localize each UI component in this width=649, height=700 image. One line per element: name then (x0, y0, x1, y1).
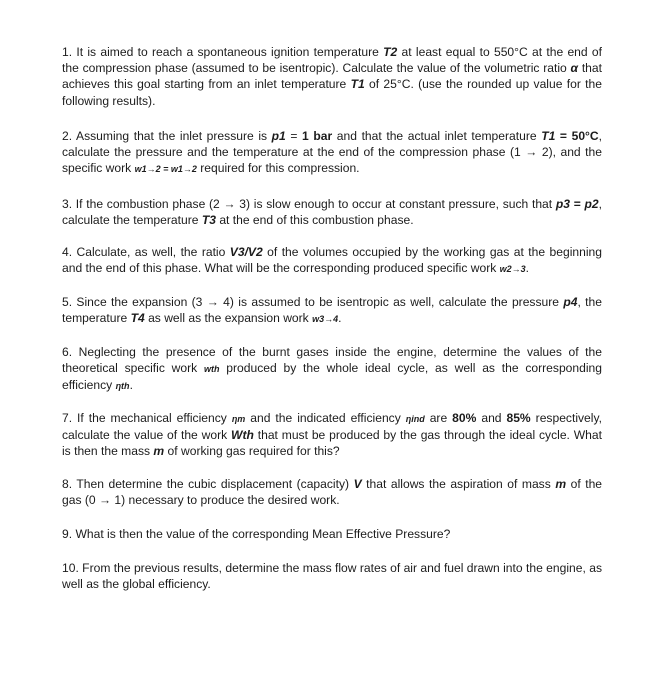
symbol-T1: T1 (541, 129, 556, 143)
symbol-p4: p4 (563, 295, 578, 309)
question-10: 10. From the previous results, determine the mass flow rates of air and fuel drawn into the engine, as well as the global efficiency. (62, 561, 602, 592)
symbol-alpha: α (570, 61, 579, 76)
symbol-w34: w3→4 (312, 314, 339, 325)
symbol-Wth: Wth (231, 428, 254, 443)
symbol-eta-m: ηm (231, 414, 246, 424)
symbol-p1: p1 (271, 129, 286, 143)
symbol-V: V (353, 477, 362, 491)
question-7: 7. If the mechanical efficiency ηm and the indicated efficiency ηind are 80% and 85% respectively, calculate the value of the work Wth that must be produced by the gas through the ideal cycle. What is then the mass m of working gas required for this? (62, 411, 602, 459)
question-5: 5. Since the expansion (3 → 4) is assumed to be isentropic as well, calculate the pressure p4, the temperature T4 as well as the expansion work w3→4. (62, 295, 602, 326)
question-9: 9. What is then the value of the corresponding Mean Effective Pressure? (62, 527, 451, 541)
symbol-p2: p2 (584, 197, 599, 211)
symbol-T2: T2 (383, 45, 398, 59)
value-1-bar: 1 bar (302, 129, 333, 143)
symbol-T1: T1 (350, 77, 365, 92)
question-6: 6. Neglecting the presence of the burnt gases inside the engine, determine the values of the theoretical specific work wth produced by the whole ideal cycle, as well as the corresponding efficiency ηth. (62, 345, 602, 393)
symbol-p3: p3 (555, 197, 570, 211)
symbol-m: m (153, 444, 165, 459)
symbol-w12: w1→2 = w1→2 (134, 164, 197, 175)
symbol-w23: w2→3 (499, 264, 526, 275)
question-1: 1. It is aimed to reach a spontaneous ignition temperature T2 at least equal to 550°C at the end of the compression phase (assumed to be isentropic). Calculate the value of the volumetric ratio α that achieves this goal starting from an inlet temperature T1 of 25°C. (use the rounded up value for the following results). (62, 45, 602, 108)
value-80-percent: 80% (452, 411, 477, 425)
question-2: 2. Assuming that the inlet pressure is p1 = 1 bar and that the actual inlet temperature T1 = 50°C, calculate the pressure and the temperature at the end of the compression phase (1 → 2), and the specific work w1→2 = w1→2 required for this compression. (62, 129, 602, 176)
symbol-T4: T4 (130, 311, 145, 326)
symbol-wth: wth (204, 364, 220, 375)
value-50C: 50°C (571, 129, 599, 143)
symbol-eta-th: ηth (115, 381, 130, 392)
symbol-m: m (555, 477, 567, 491)
symbol-T3: T3 (201, 213, 216, 228)
symbol-V3-V2: V3/V2 (229, 245, 263, 259)
question-4: 4. Calculate, as well, the ratio V3/V2 of the volumes occupied by the working gas at the beginning and the end of this phase. What will be the corresponding produced specific work w2→3. (62, 245, 602, 276)
question-3: 3. If the combustion phase (2 → 3) is slow enough to occur at constant pressure, such that p3 = p2, calculate the temperature T3 at the end of this combustion phase. (62, 197, 602, 228)
value-85-percent: 85% (506, 411, 531, 425)
question-8: 8. Then determine the cubic displacement (capacity) V that allows the aspiration of mass m of the gas (0 → 1) necessary to produce the desired work. (62, 477, 603, 508)
symbol-eta-ind: ηind (405, 414, 425, 424)
